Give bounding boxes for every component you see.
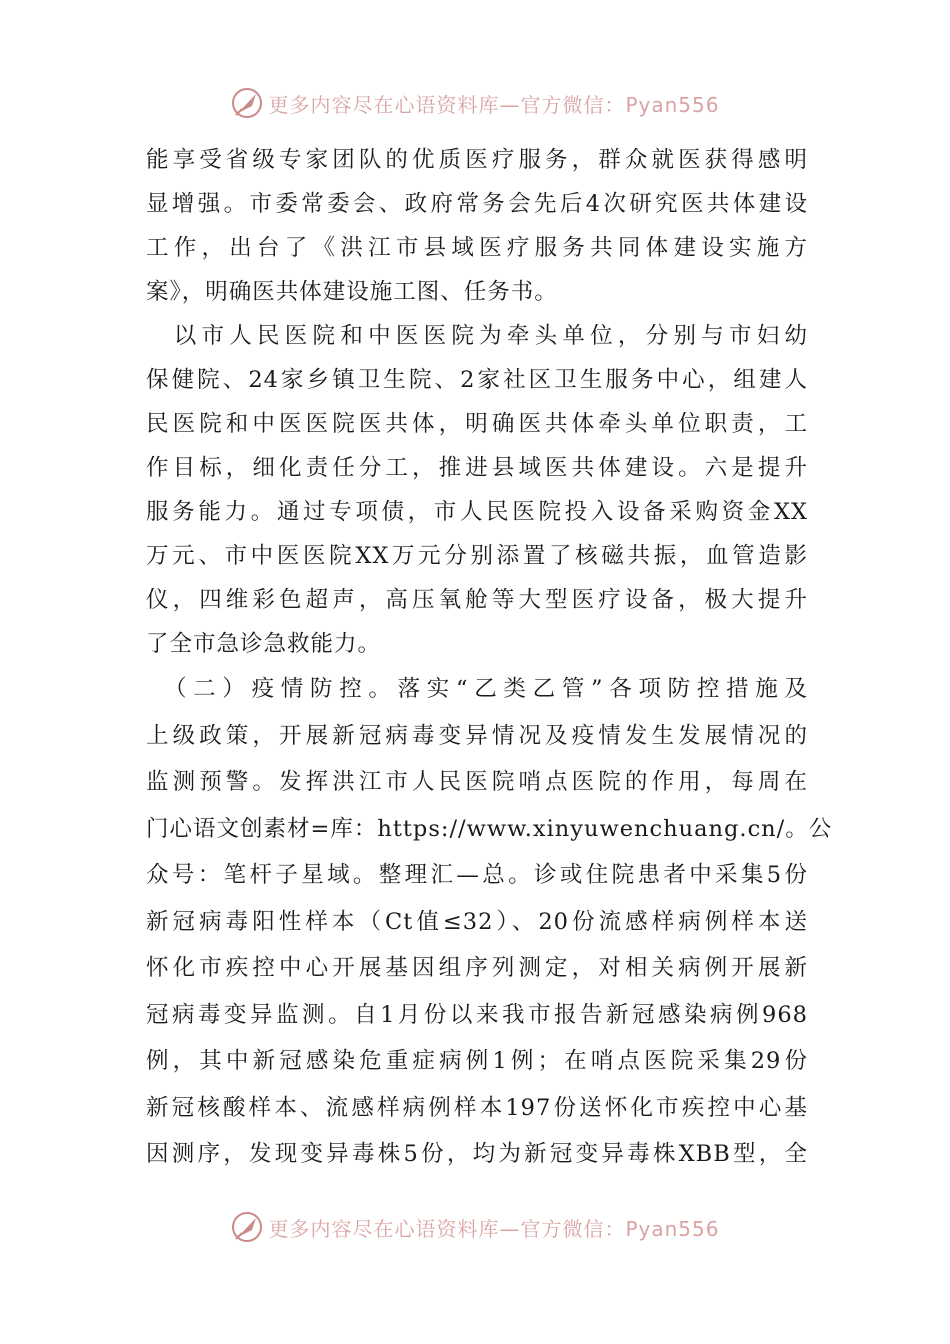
paragraph-2 xyxy=(146,314,808,666)
text-line: 作目标，细化责任分工，推进县域医共体建设。六是提升 xyxy=(146,455,808,481)
text-line: 显增强。市委常委会、政府常务会先后4次研究医共体建设 xyxy=(146,191,808,217)
text-line: 因测序，发现变异毒株5份，均为新冠变异毒株XBB型，全 xyxy=(146,1141,808,1167)
text-line: 新冠核酸样本、流感样病例样本197份送怀化市疾控中心基 xyxy=(146,1094,808,1121)
text-line: 上级政策，开展新冠病毒变异情况及疫情发生发展情况的 xyxy=(146,722,808,749)
text-line: 怀化市疾控中心开展基因组序列测定，对相关病例开展新 xyxy=(146,955,808,981)
footer-watermark xyxy=(0,1210,950,1244)
text-line: 万元、市中医医院XX万元分别添置了核磁共振，血管造影 xyxy=(146,543,808,569)
text-line: 众号：笔杆子星域。整理汇—总。诊或住院患者中采集5份 xyxy=(146,862,808,888)
text-line: 能享受省级专家团队的优质医疗服务，群众就医获得感明 xyxy=(146,147,808,173)
text-line: 例，其中新冠感染危重症病例1例；在哨点医院采集29份 xyxy=(146,1048,808,1074)
watermark-text: 更多内容尽在心语资料库—官方微信：Pyan556 xyxy=(268,1216,720,1241)
text-line: 以市人民医院和中医医院为牵头单位，分别与市妇幼 xyxy=(146,323,808,349)
text-line: （二）疫情防控。落实“乙类乙管”各项防控措施及 xyxy=(146,676,808,702)
text-line: 保健院、24家乡镇卫生院、2家社区卫生服务中心，组建人 xyxy=(146,367,808,393)
paragraph-1 xyxy=(146,138,808,314)
quill-logo-icon xyxy=(230,1210,264,1244)
document-body xyxy=(146,138,833,1178)
text-line: 新冠病毒阳性样本（Ct值≤32）、20份流感样病例样本送 xyxy=(146,908,808,935)
paragraph-3 xyxy=(146,666,833,1178)
text-line: 门心语文创素材=库：https://www.xinyuwenchuang.cn/。公 xyxy=(146,815,833,842)
text-line: 案》，明确医共体建设施工图、任务书。 xyxy=(146,279,558,305)
watermark-text: 更多内容尽在心语资料库—官方微信：Pyan556 xyxy=(268,92,720,117)
header-watermark xyxy=(0,86,950,120)
text-line: 民医院和中医医院医共体，明确医共体牵头单位职责，工 xyxy=(146,411,808,437)
text-line: 监测预警。发挥洪江市人民医院哨点医院的作用，每周在 xyxy=(146,769,808,795)
text-line: 冠病毒变异监测。自1月份以来我市报告新冠感染病例968 xyxy=(146,1001,808,1028)
quill-logo-icon xyxy=(230,86,264,120)
text-line: 了全市急诊急救能力。 xyxy=(146,631,382,657)
text-line: 仪，四维彩色超声，高压氧舱等大型医疗设备，极大提升 xyxy=(146,587,808,613)
text-line: 服务能力。通过专项债，市人民医院投入设备采购资金XX xyxy=(146,499,808,525)
text-line: 工作，出台了《洪江市县域医疗服务共同体建设实施方 xyxy=(146,235,808,261)
